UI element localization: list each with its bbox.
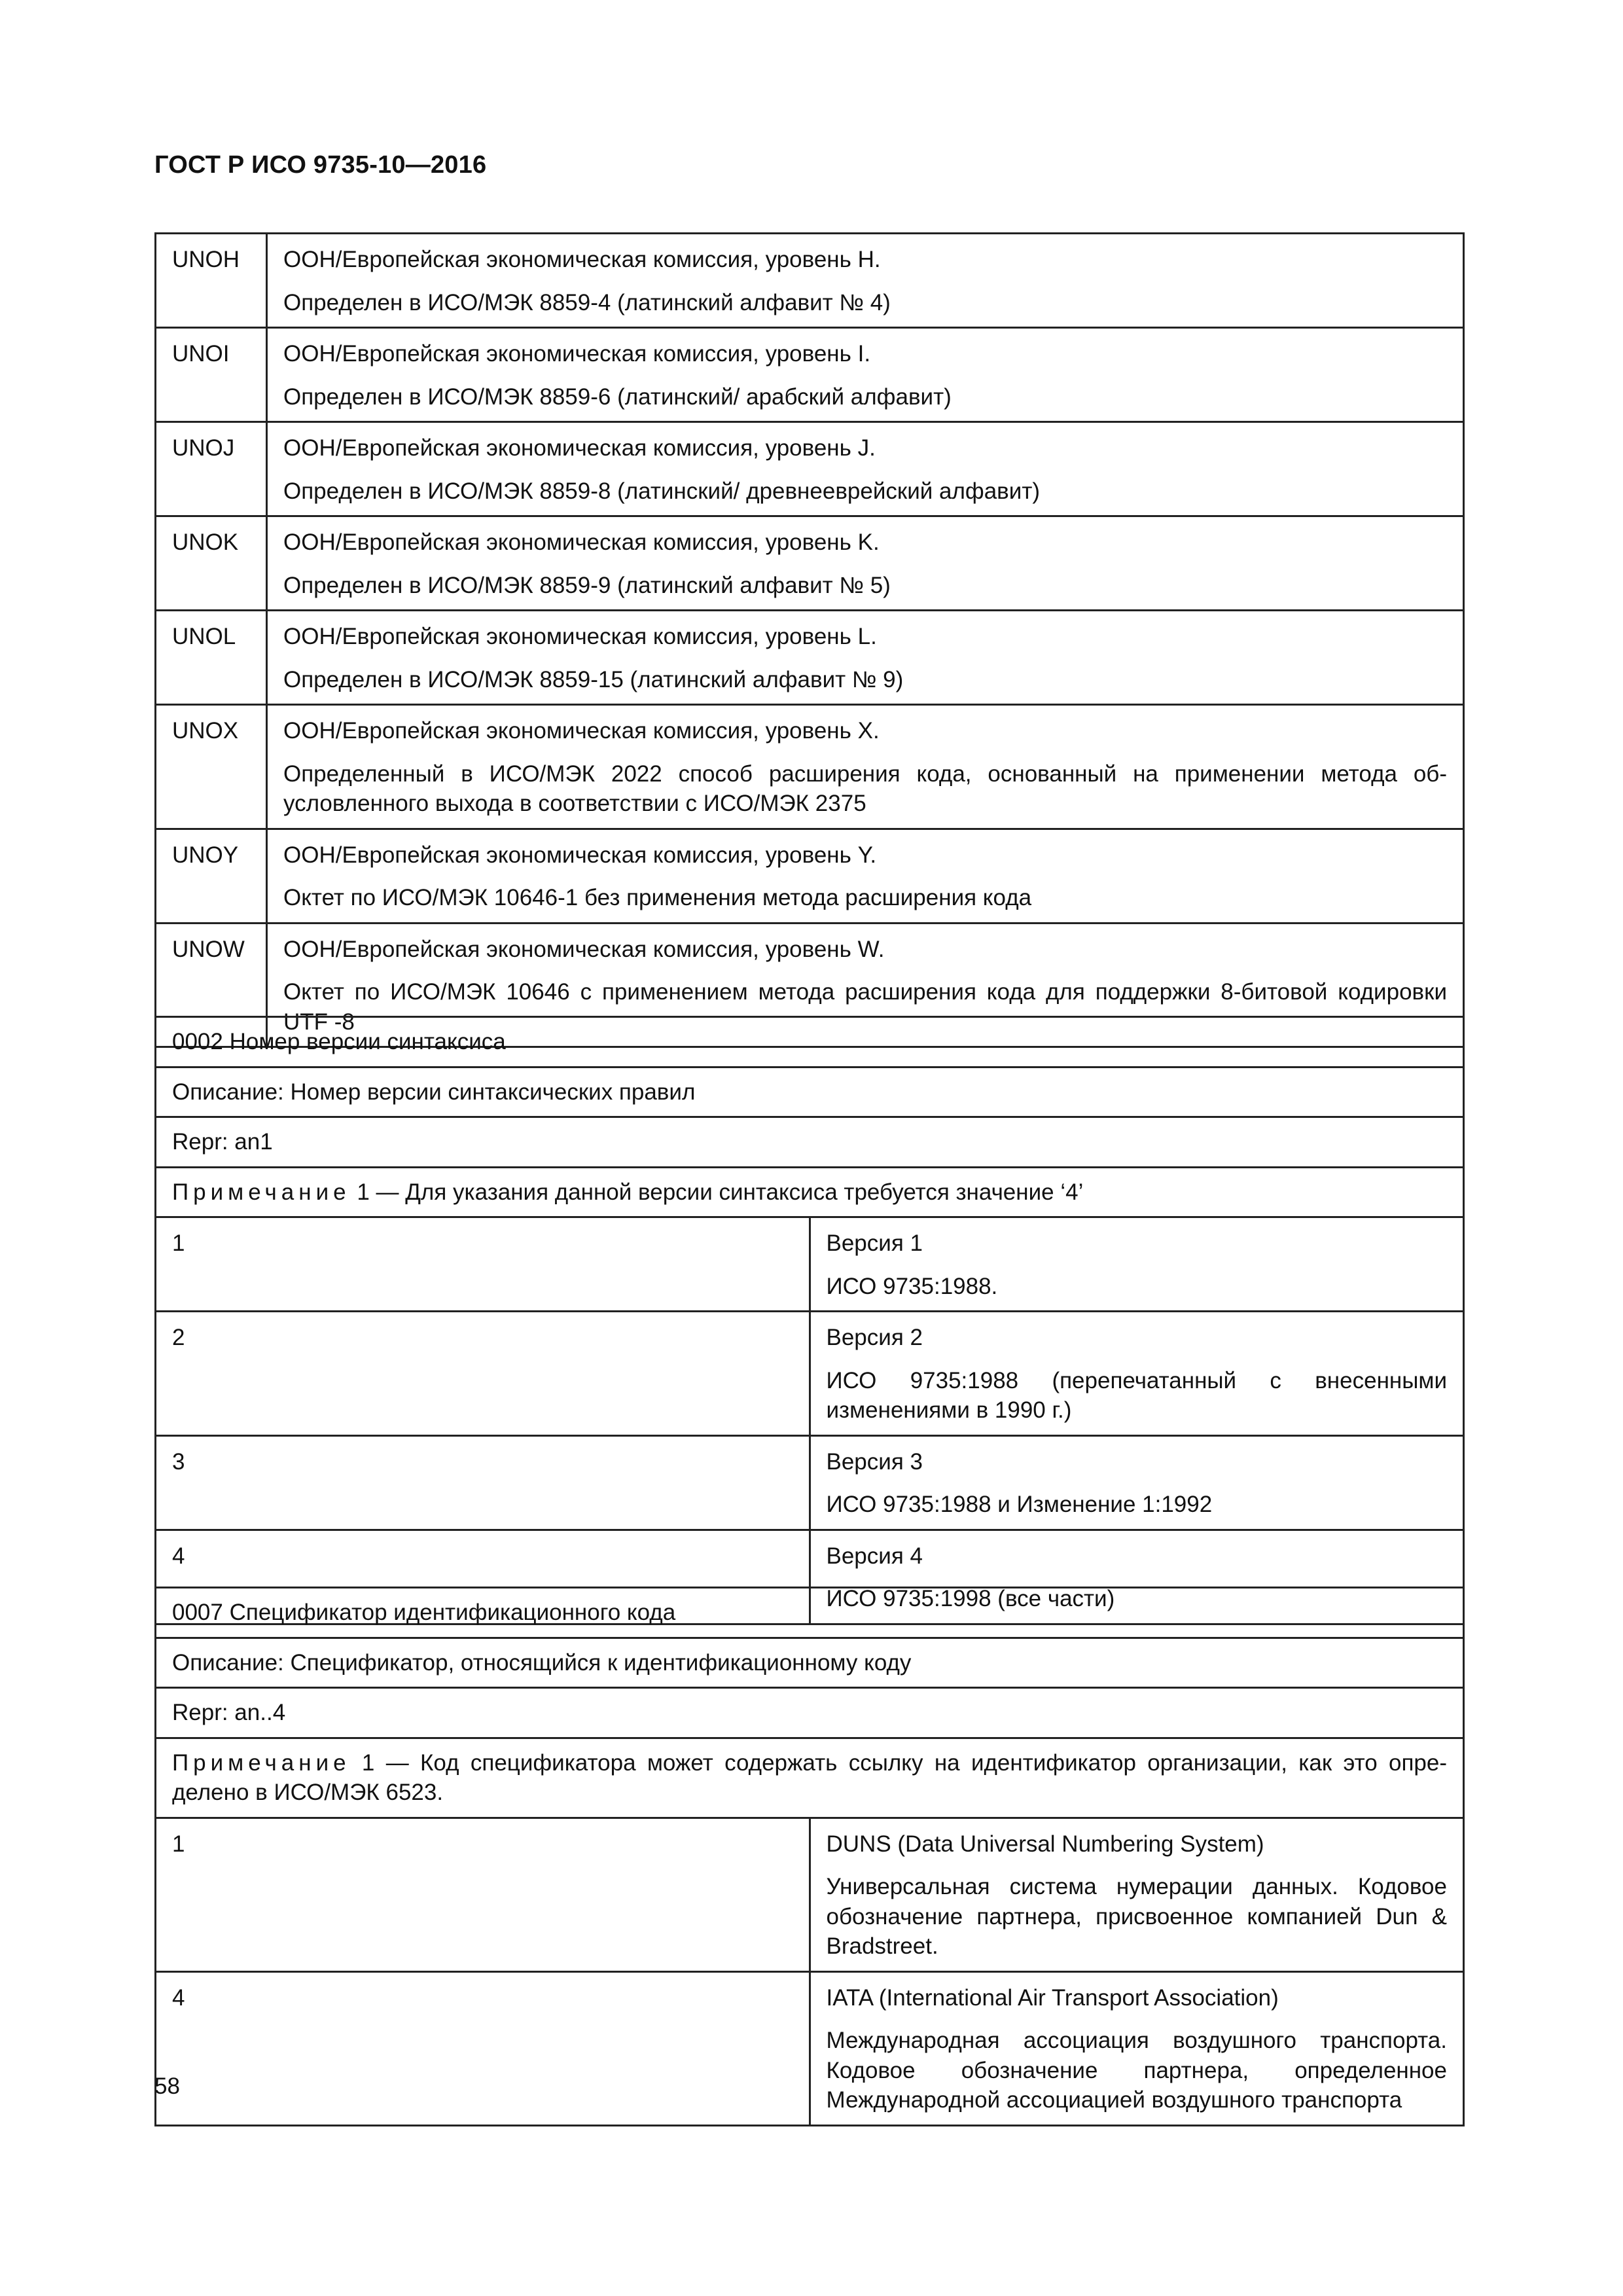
code-cell: UNOL — [156, 611, 267, 705]
description-text: ИСО 9735:1988. — [826, 1273, 998, 1299]
description-title: Версия 1 — [826, 1230, 923, 1256]
code-cell: 4 — [156, 1530, 810, 1624]
description-text: Октет по ИСО/МЭК 10646-1 без применения метода расширения кода — [283, 885, 1032, 910]
description-text: Определен в ИСО/МЭК 8859-9 (латинский алфавит № 5) — [283, 572, 891, 598]
table-row — [156, 1067, 1464, 1117]
element-title: 0002 Номер версии синтаксиса — [156, 1017, 1464, 1067]
description-text: Определен в ИСО/МЭК 8859-4 (латинский алфавит № 4) — [283, 289, 891, 315]
description-cell — [810, 1818, 1464, 1971]
table-row — [156, 705, 1464, 829]
table-row — [156, 1117, 1464, 1168]
syntax-version-table — [154, 1016, 1465, 1625]
note-text: 1 — Для указания данной версии синтаксиса требуется значение ‘4’ — [350, 1179, 1084, 1205]
table-row — [156, 1638, 1464, 1688]
description-title: ООН/Европейская экономическая комиссия, уровень K. — [283, 529, 880, 555]
description-text: Определенный в ИСО/МЭК 2022 способ расширения кода, основанный на применении метода об-условленного выхода в соответствии с ИСО/МЭК 2375 — [283, 761, 1447, 816]
table-row — [156, 829, 1464, 923]
code-cell: 3 — [156, 1435, 810, 1530]
description-text: ИСО 9735:1988 и Изменение 1:1992 — [826, 1492, 1213, 1517]
element-description: Описание: Номер версии синтаксических правил — [156, 1067, 1464, 1117]
description-cell — [267, 516, 1464, 611]
description-text: Октет по ИСО/МЭК 10646 с применением метода расширения кода для поддержки 8-битовой кодировки UTF -8 — [283, 979, 1447, 1035]
table-row — [156, 1435, 1464, 1530]
page-number: 58 — [154, 2073, 180, 2099]
code-cell: 2 — [156, 1312, 810, 1436]
note-text: 1 — Код спецификатора может содержать ссылку на идентификатор организации, как это опре-делено в ИСО/МЭК 6523. — [172, 1749, 1447, 1805]
description-title: ООН/Европейская экономическая комиссия, уровень I. — [283, 341, 871, 367]
description-cell — [810, 1217, 1464, 1312]
code-cell: UNOI — [156, 328, 267, 422]
description-cell — [267, 611, 1464, 705]
table-row — [156, 1971, 1464, 2125]
table-row — [156, 328, 1464, 422]
code-cell: UNOK — [156, 516, 267, 611]
description-text: Определен в ИСО/МЭК 8859-15 (латинский алфавит № 9) — [283, 666, 904, 692]
description-text: ИСО 9735:1998 (все части) — [826, 1586, 1115, 1611]
description-title: IATA (International Air Transport Association) — [826, 1984, 1279, 2011]
description-cell — [810, 1312, 1464, 1436]
description-text: Универсальная система нумерации данных. Кодовое обозначение партнера, присвоенное компанией Dun & Bradstreet. — [826, 1874, 1447, 1959]
description-title: ООН/Европейская экономическая комиссия, уровень W. — [283, 936, 885, 962]
charset-codes-table — [154, 232, 1465, 1048]
description-title: Версия 3 — [826, 1448, 923, 1475]
description-title: Версия 2 — [826, 1325, 923, 1350]
note-label: Примечание — [172, 1749, 351, 1776]
description-text: ИСО 9735:1988 (перепечатанный с внесенными изменениями в 1990 г.) — [826, 1367, 1447, 1423]
table-row — [156, 1312, 1464, 1436]
element-repr: Repr: an1 — [156, 1117, 1464, 1168]
description-title: ООН/Европейская экономическая комиссия, уровень X. — [283, 718, 880, 744]
description-title: ООН/Европейская экономическая комиссия, уровень J. — [283, 435, 876, 461]
code-cell: UNOH — [156, 234, 267, 328]
table-row — [156, 1588, 1464, 1638]
description-text: Определен в ИСО/МЭК 8859-8 (латинский/ древнееврейский алфавит) — [283, 478, 1041, 504]
table-row — [156, 1688, 1464, 1738]
table-row — [156, 1217, 1464, 1312]
element-title: 0007 Спецификатор идентификационного кода — [156, 1588, 1464, 1638]
table-row — [156, 1818, 1464, 1971]
description-text: Международная ассоциация воздушного транспорта. Кодовое обозначение партнера, определенное Международной ассоциацией воздушного транспорта — [826, 2028, 1447, 2113]
element-repr: Repr: an..4 — [156, 1688, 1464, 1738]
table-row — [156, 516, 1464, 611]
element-note — [156, 1167, 1464, 1217]
description-title: ООН/Европейская экономическая комиссия, уровень L. — [283, 624, 877, 649]
description-title: ООН/Европейская экономическая комиссия, уровень Y. — [283, 842, 877, 868]
code-cell: UNOX — [156, 705, 267, 829]
description-title: Версия 4 — [826, 1543, 923, 1569]
element-note — [156, 1738, 1464, 1818]
description-cell — [267, 829, 1464, 923]
code-cell: UNOW — [156, 923, 267, 1047]
table-row — [156, 611, 1464, 705]
identifier-qualifier-table — [154, 1587, 1465, 2126]
table-row — [156, 1167, 1464, 1217]
description-cell — [267, 422, 1464, 516]
note-label: Примечание — [172, 1179, 351, 1205]
document-header: ГОСТ Р ИСО 9735-10—2016 — [154, 151, 487, 179]
description-cell — [267, 234, 1464, 328]
table-row — [156, 1738, 1464, 1818]
code-cell: 1 — [156, 1217, 810, 1312]
description-title: DUNS (Data Universal Numbering System) — [826, 1831, 1264, 1857]
description-cell — [267, 328, 1464, 422]
code-cell: 4 — [156, 1971, 810, 2125]
code-cell: UNOY — [156, 829, 267, 923]
description-cell — [810, 1971, 1464, 2125]
table-row — [156, 422, 1464, 516]
code-cell: 1 — [156, 1818, 810, 1971]
table-row — [156, 234, 1464, 328]
element-description: Описание: Спецификатор, относящийся к идентификационному коду — [156, 1638, 1464, 1688]
description-title: ООН/Европейская экономическая комиссия, уровень H. — [283, 247, 881, 272]
code-cell: UNOJ — [156, 422, 267, 516]
table-row — [156, 1017, 1464, 1067]
description-cell — [810, 1435, 1464, 1530]
description-text: Определен в ИСО/МЭК 8859-6 (латинский/ арабский алфавит) — [283, 384, 952, 410]
description-cell — [267, 705, 1464, 829]
